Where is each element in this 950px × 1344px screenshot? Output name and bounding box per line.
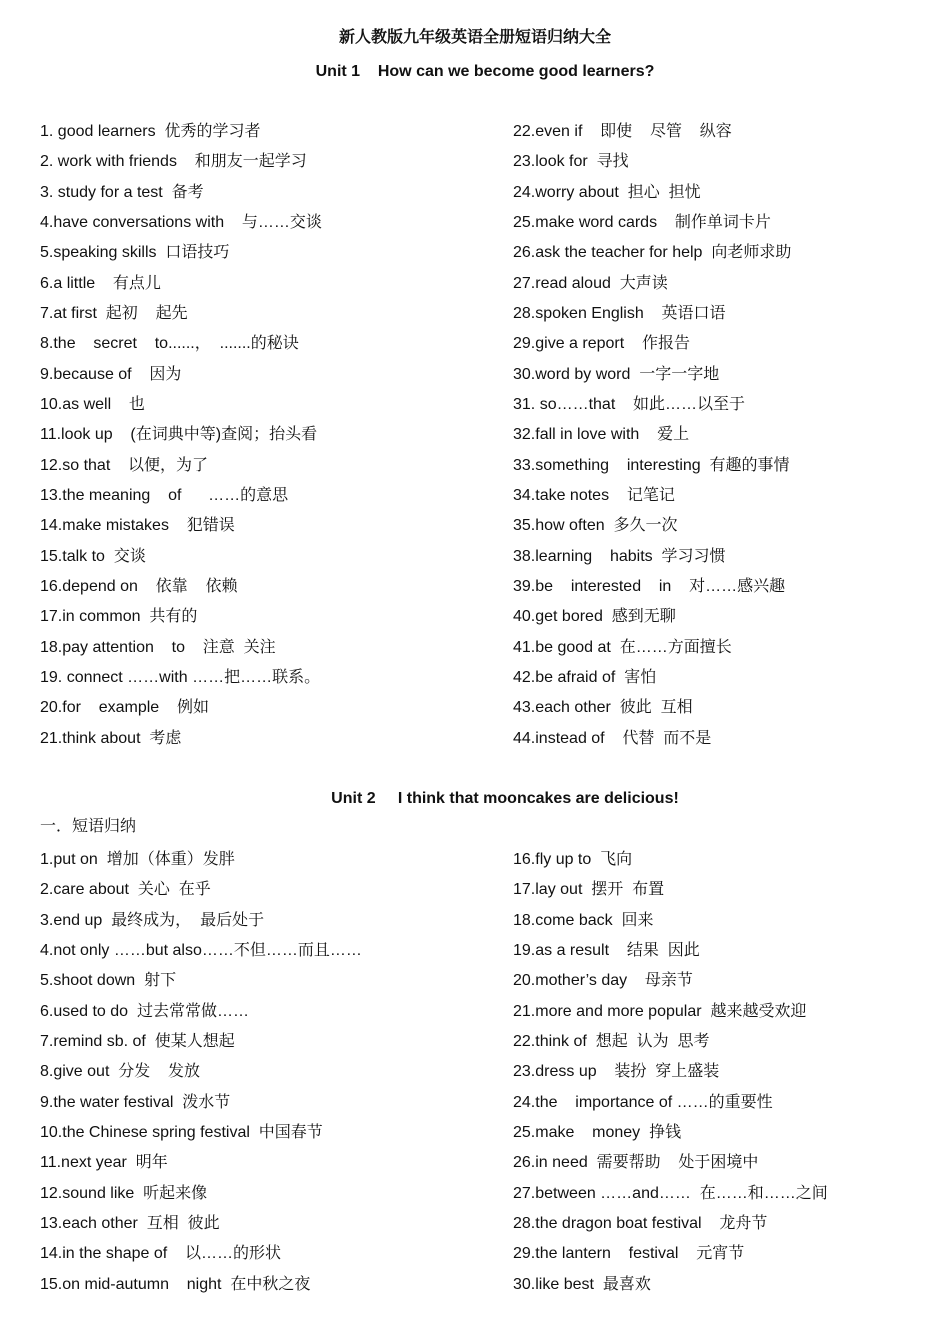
phrase-item: 20.mother’s day 母亲节 — [513, 972, 693, 990]
unit2-right-column — [513, 850, 828, 1305]
phrase-item: 11.look up (在词典中等)查阅；抬头看 — [40, 426, 318, 444]
phrase-item: 43.each other 彼此 互相 — [513, 699, 693, 717]
phrase-item: 8.give out 分发 发放 — [40, 1063, 201, 1081]
phrase-item: 29.give a report 作报告 — [513, 335, 690, 353]
unit1-right-column — [513, 122, 791, 759]
phrase-item: 31. so……that 如此……以至于 — [513, 395, 746, 413]
phrase-item: 29.the lantern festival 元宵节 — [513, 1245, 745, 1263]
phrase-item: 20.for example 例如 — [40, 699, 209, 717]
phrase-item: 18.pay attention to 注意 关注 — [40, 638, 276, 656]
phrase-item: 25.make word cards 制作单词卡片 — [513, 213, 771, 231]
phrase-item: 4.have conversations with 与……交谈 — [40, 213, 322, 231]
phrase-item: 30.word by word 一字一字地 — [513, 365, 720, 383]
phrase-item: 41.be good at 在……方面擅长 — [513, 638, 732, 656]
phrase-item: 9.because of 因为 — [40, 365, 182, 383]
phrase-item: 22.even if 即使 尽管 纵容 — [513, 123, 732, 140]
phrase-item: 2. work with friends 和朋友一起学习 — [40, 153, 307, 171]
phrase-item: 18.come back 回来 — [513, 911, 654, 929]
phrase-item: 5.speaking skills 口语技巧 — [40, 244, 230, 262]
phrase-item: 19.as a result 结果 因此 — [513, 941, 700, 959]
phrase-item: 33.something interesting 有趣的事情 — [513, 456, 790, 474]
phrase-item: 15.talk to 交谈 — [40, 547, 146, 565]
document-title: 新人教版九年级英语全册短语归纳大全 — [338, 29, 611, 46]
phrase-item: 14.make mistakes 犯错误 — [40, 517, 235, 535]
phrase-item: 26.in need 需要帮助 处于困境中 — [513, 1154, 759, 1172]
phrase-item: 24.the importance of ……的重要性 — [513, 1093, 773, 1111]
phrase-item: 21.think about 考虑 — [40, 729, 182, 747]
phrase-item: 15.on mid-autumn night 在中秋之夜 — [40, 1275, 311, 1293]
phrase-item: 27.between ……and…… 在……和……之间 — [513, 1184, 828, 1202]
phrase-item: 17.lay out 摆开 布置 — [513, 881, 665, 899]
unit2-left-column — [40, 850, 362, 1305]
phrase-item: 32.fall in love with 爱上 — [513, 426, 690, 444]
phrase-item: 28.spoken English 英语口语 — [513, 304, 726, 322]
phrase-item: 2.care about 关心 在乎 — [40, 881, 211, 899]
phrase-item: 13.the meaning of ……的意思 — [40, 486, 289, 504]
phrase-item: 3. study for a test 备考 — [40, 183, 204, 201]
phrase-item: 38.learning habits 学习习惯 — [513, 547, 726, 565]
phrase-item: 12.so that 以便，为了 — [40, 456, 209, 474]
phrase-item: 14.in the shape of 以……的形状 — [40, 1245, 281, 1263]
phrase-item: 28.the dragon boat festival 龙舟节 — [513, 1214, 768, 1232]
phrase-item: 30.like best 最喜欢 — [513, 1275, 651, 1293]
phrase-item: 35.how often 多久一次 — [513, 517, 678, 535]
phrase-item: 10.the Chinese spring festival 中国春节 — [40, 1123, 323, 1141]
phrase-item: 16.fly up to 飞向 — [513, 851, 633, 868]
phrase-item: 39.be interested in 对……感兴趣 — [513, 577, 786, 595]
phrase-item: 44.instead of 代替 而不是 — [513, 729, 712, 747]
phrase-item: 27.read aloud 大声读 — [513, 274, 668, 292]
phrase-item: 3.end up 最终成为， 最后处于 — [40, 911, 265, 929]
phrase-item: 9.the water festival 泼水节 — [40, 1093, 231, 1111]
phrase-item: 17.in common 共有的 — [40, 608, 198, 626]
phrase-item: 22.think of 想起 认为 思考 — [513, 1032, 710, 1050]
phrase-item: 1.put on 增加（体重）发胖 — [40, 851, 235, 868]
phrase-item: 4.not only ……but also……不但……而且…… — [40, 941, 362, 959]
phrase-item: 23.dress up 装扮 穿上盛装 — [513, 1063, 720, 1081]
phrase-item: 24.worry about 担心 担忧 — [513, 183, 701, 201]
phrase-item: 23.look for 寻找 — [513, 153, 629, 171]
unit2-heading: Unit 2 I think that mooncakes are delicious! — [331, 790, 679, 807]
phrase-item: 21.more and more popular 越来越受欢迎 — [513, 1002, 807, 1020]
phrase-item: 10.as well 也 — [40, 395, 145, 413]
phrase-item: 5.shoot down 射下 — [40, 972, 177, 990]
phrase-item: 8.the secret to......， .......的秘诀 — [40, 335, 299, 353]
phrase-item: 6.used to do 过去常常做…… — [40, 1002, 249, 1020]
phrase-item: 11.next year 明年 — [40, 1154, 168, 1172]
phrase-item: 7.at first 起初 起先 — [40, 304, 188, 322]
phrase-item: 40.get bored 感到无聊 — [513, 608, 676, 626]
phrase-item: 12.sound like 听起来像 — [40, 1184, 208, 1202]
phrase-item: 13.each other 互相 彼此 — [40, 1214, 220, 1232]
phrase-item: 26.ask the teacher for help 向老师求助 — [513, 244, 792, 262]
section-label: 一．短语归纳 — [40, 818, 137, 835]
phrase-item: 7.remind sb. of 使某人想起 — [40, 1032, 235, 1050]
phrase-item: 42.be afraid of 害怕 — [513, 668, 657, 686]
phrase-item: 1. good learners 优秀的学习者 — [40, 123, 261, 140]
phrase-item: 19. connect ……with ……把……联系。 — [40, 668, 321, 686]
phrase-item: 25.make money 挣钱 — [513, 1123, 682, 1141]
phrase-item: 6.a little 有点儿 — [40, 274, 161, 292]
phrase-item: 34.take notes 记笔记 — [513, 486, 675, 504]
unit1-heading: Unit 1 How can we become good learners? — [315, 63, 655, 80]
phrase-item: 16.depend on 依靠 依赖 — [40, 577, 238, 595]
unit1-left-column — [40, 122, 322, 759]
